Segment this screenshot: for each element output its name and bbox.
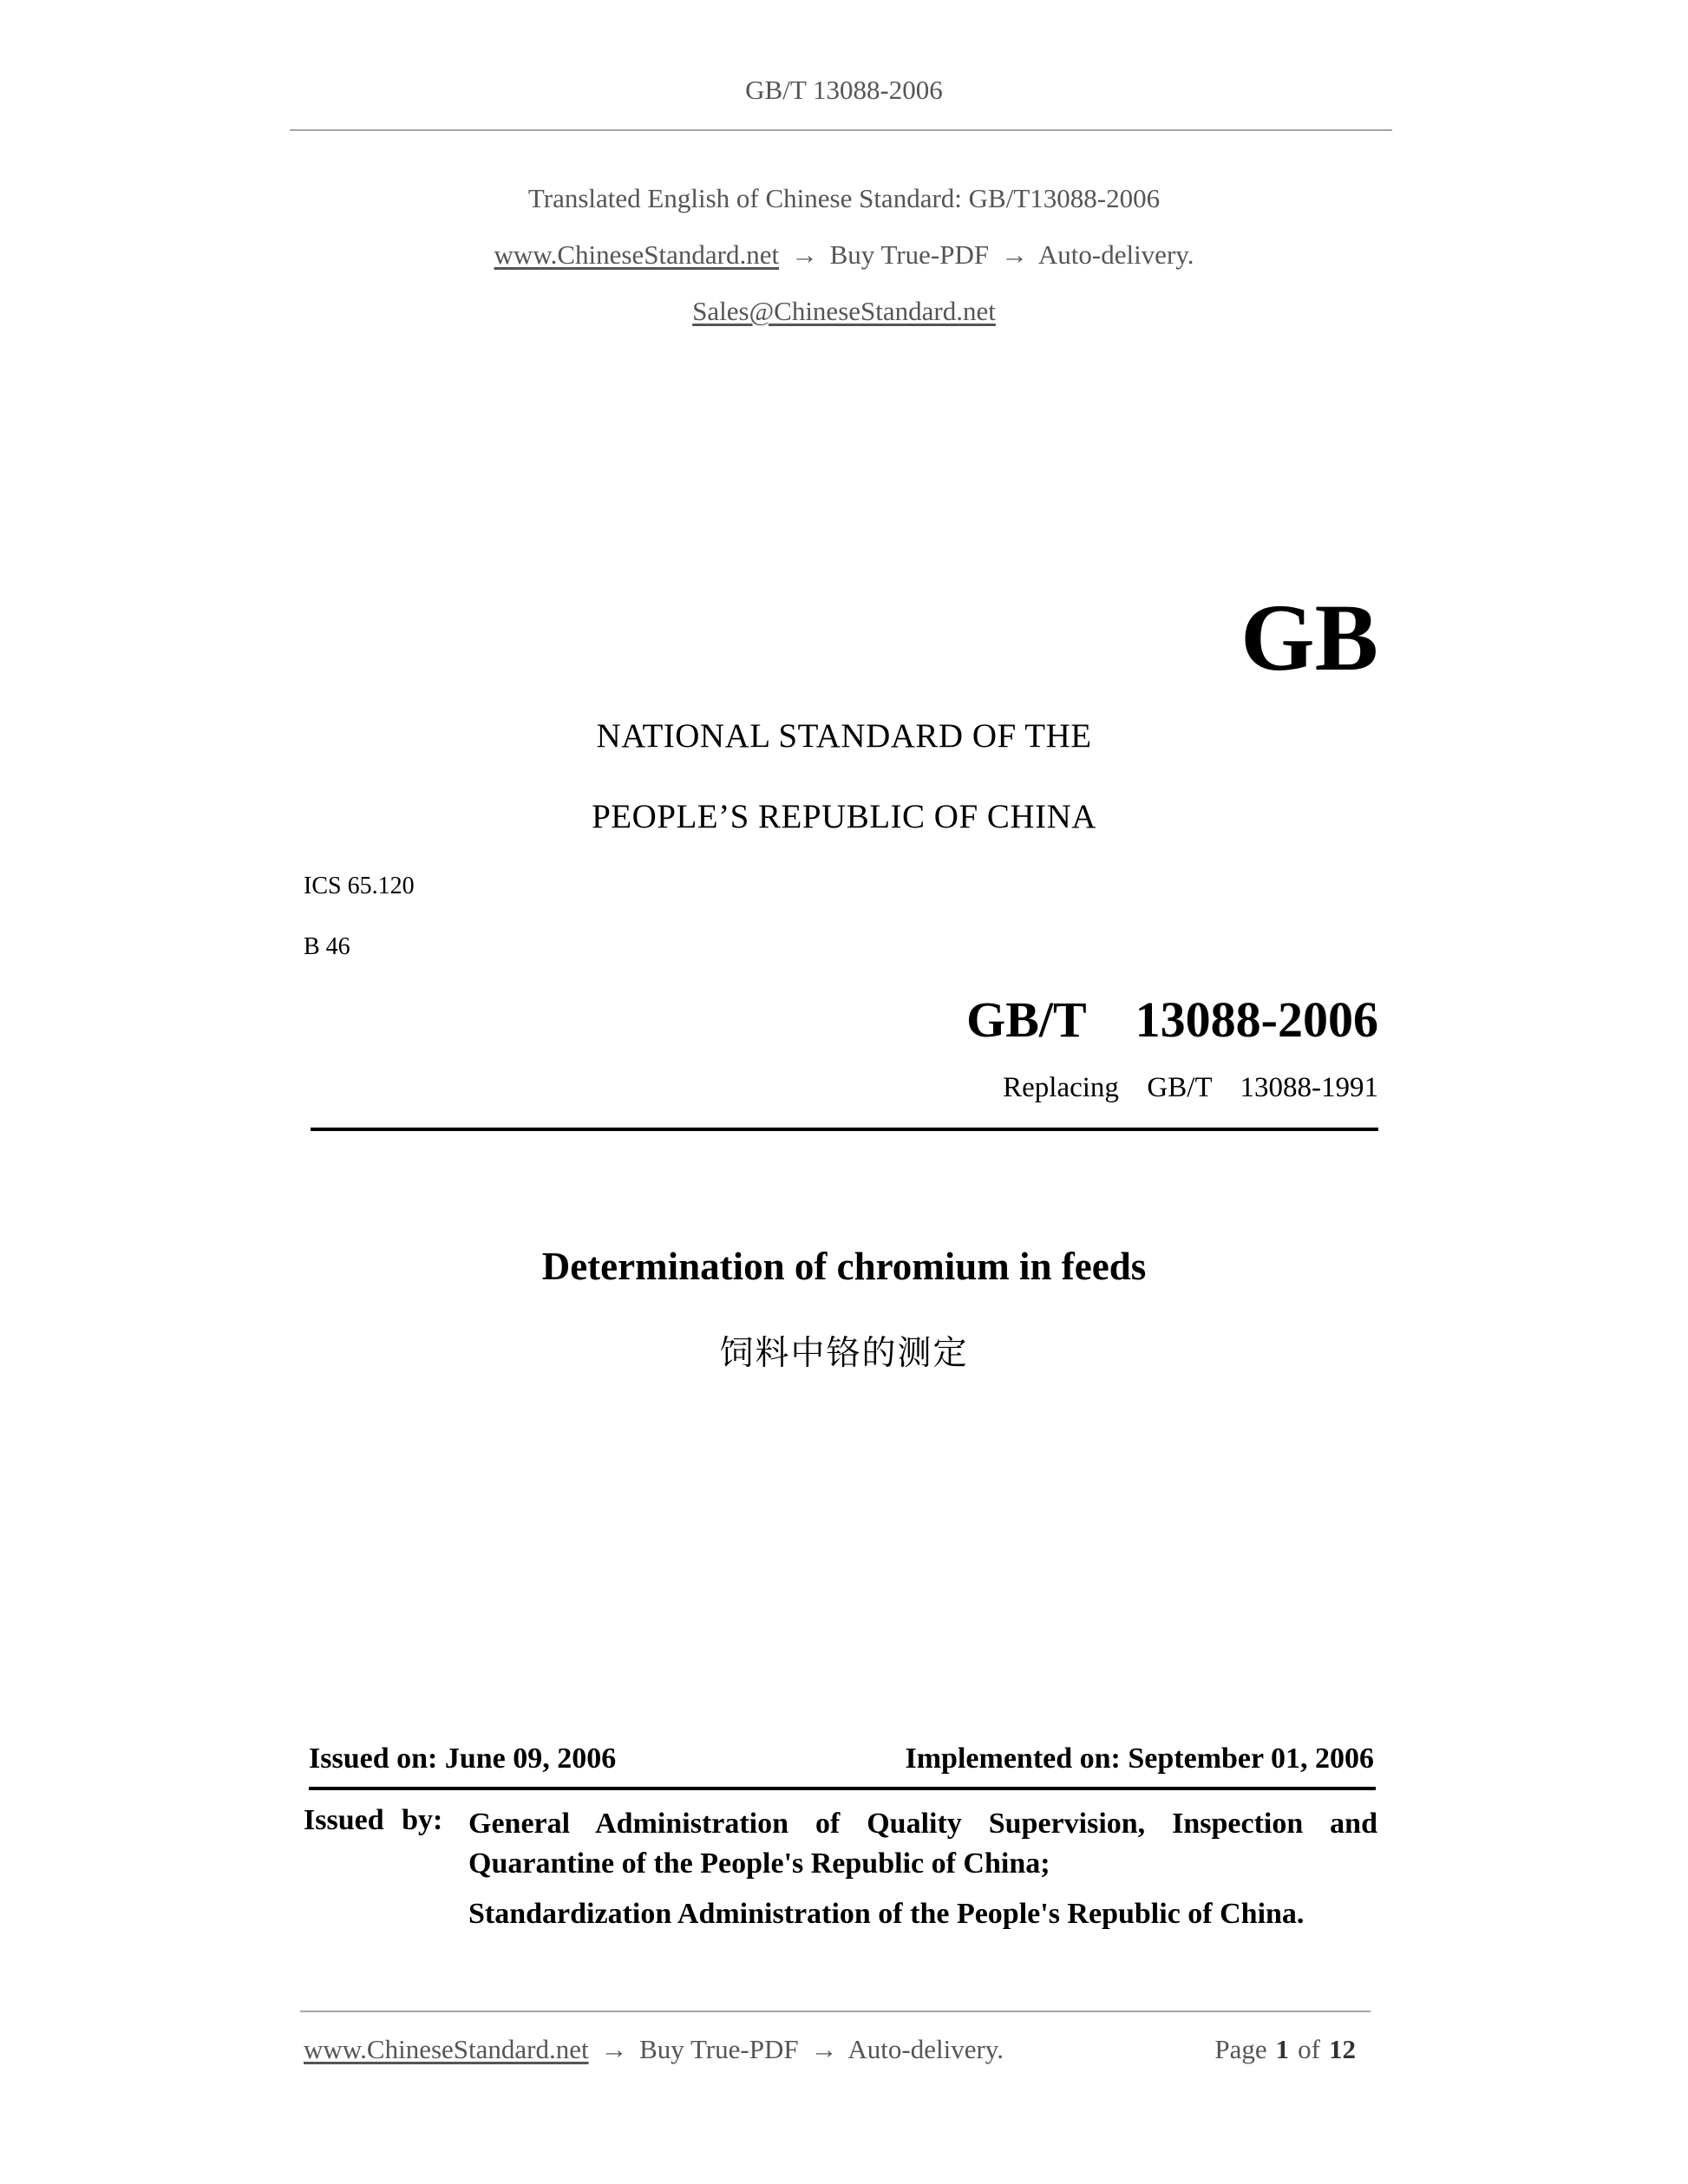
standard-number: GB/T 13088-2006	[966, 991, 1378, 1048]
issuer-sac: Standardization Administration of the People's Republic of China.	[468, 1898, 1305, 1930]
page-indicator	[1214, 2034, 1364, 2065]
header-divider	[290, 129, 1392, 131]
replacing-standard: Replacing GB/T 13088-1991	[1003, 1072, 1378, 1103]
ccs-code: B 46	[304, 933, 350, 960]
gb-mark: GB	[1240, 585, 1378, 690]
implemented-on-date: Implemented on: September 01, 2006	[905, 1743, 1374, 1775]
ics-code: ICS 65.120	[304, 873, 415, 899]
footer-promo	[304, 2034, 1004, 2065]
footer-buy-true-pdf-text: Buy True-PDF	[639, 2034, 799, 2064]
issued-on-date: Issued on: June 09, 2006	[309, 1743, 617, 1775]
sales-email-line	[0, 296, 1688, 327]
arrow-right-icon: →	[1000, 239, 1028, 270]
national-standard-line-2: PEOPLE’S REPUBLIC OF CHINA	[592, 798, 1096, 835]
document-title-chinese: 饲料中铬的测定	[719, 1334, 969, 1373]
footer-auto-delivery-text: Auto-delivery.	[847, 2034, 1004, 2064]
national-standard-line-1: NATIONAL STANDARD OF THE	[596, 717, 1092, 755]
arrow-right-icon: →	[600, 2034, 628, 2064]
translation-notice: Translated English of Chinese Standard: GB/T13088-2006	[527, 183, 1161, 213]
issuer-aqsiq: General Administration of Quality Supervision, Inspection and Quarantine of the People's Republic of China;	[468, 1808, 1377, 1880]
issued-by-label: Issued by:	[304, 1804, 443, 1836]
arrow-right-icon: →	[810, 2034, 838, 2064]
page-total: 12	[1329, 2034, 1356, 2064]
auto-delivery-text: Auto-delivery.	[1037, 239, 1194, 270]
sales-email-link[interactable]: Sales@ChineseStandard.net	[692, 296, 996, 326]
running-header: GB/T 13088-2006	[745, 75, 943, 105]
site-link[interactable]: www.ChineseStandard.net	[494, 239, 780, 270]
document-title-english: Determination of chromium in feeds	[541, 1245, 1147, 1288]
promo-line	[0, 239, 1688, 271]
page-label: Page	[1214, 2034, 1267, 2064]
footer-divider	[300, 2011, 1371, 2012]
title-divider	[311, 1128, 1378, 1131]
dates-divider	[309, 1787, 1376, 1790]
page-of: of	[1298, 2034, 1320, 2064]
page-current: 1	[1275, 2034, 1290, 2064]
issuers	[468, 1804, 1377, 1934]
buy-true-pdf-text: Buy True-PDF	[829, 239, 990, 270]
footer-site-link[interactable]: www.ChineseStandard.net	[304, 2034, 589, 2064]
arrow-right-icon: →	[790, 239, 818, 270]
